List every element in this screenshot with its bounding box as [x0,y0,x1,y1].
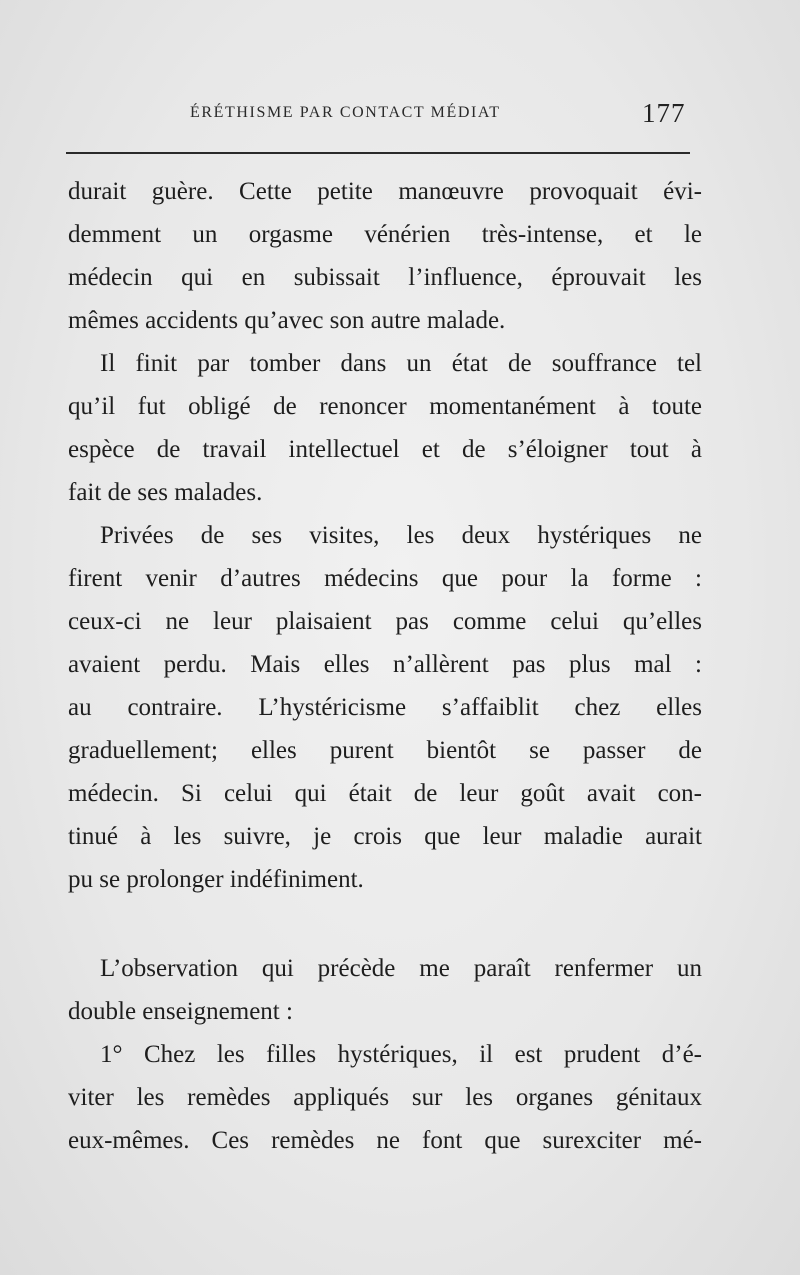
text-line: eux-mêmes. Ces remèdes ne font que surexciter mé- [68,1127,702,1154]
text-line: durait guère. Cette petite manœuvre provoquait évi- [68,178,702,205]
page-number: 177 [642,98,686,128]
header-rule [66,152,690,154]
text-line: avaient perdu. Mais elles n’allèrent pas plus mal : [68,651,702,678]
text-line: 1° Chez les filles hystériques, il est prudent d’é- [100,1041,702,1068]
running-title: ÉRÉTHISME PAR CONTACT MÉDIAT [190,104,501,121]
text-line: graduellement; elles purent bientôt se passer de [68,737,702,764]
text-line: fait de ses malades. [68,479,263,506]
text-line: viter les remèdes appliqués sur les organes génitaux [68,1084,702,1111]
text-line: demment un orgasme vénérien très-intense, et le [68,221,702,248]
text-line: espèce de travail intellectuel et de s’éloigner tout à [68,436,702,463]
text-line: Il finit par tomber dans un état de souffrance tel [100,350,702,377]
text-line: double enseignement : [68,998,293,1025]
text-line: médecin. Si celui qui était de leur goût avait con- [68,780,702,807]
paragraph-gap [68,901,702,947]
text-line: médecin qui en subissait l’influence, éprouvait les [68,264,702,291]
text-line: pu se prolonger indéfiniment. [68,866,364,893]
text-line: tinué à les suivre, je crois que leur maladie aurait [68,823,702,850]
text-line: au contraire. L’hystéricisme s’affaiblit chez elles [68,694,702,721]
text-line: Privées de ses visites, les deux hystériques ne [100,522,702,549]
text-line: firent venir d’autres médecins que pour la forme : [68,565,702,592]
body-text [68,170,702,1162]
text-line: L’observation qui précède me paraît renfermer un [100,955,702,982]
text-line: qu’il fut obligé de renoncer momentanément à toute [68,393,702,420]
text-line: ceux-ci ne leur plaisaient pas comme celui qu’elles [68,608,702,635]
text-line: mêmes accidents qu’avec son autre malade. [68,307,506,334]
